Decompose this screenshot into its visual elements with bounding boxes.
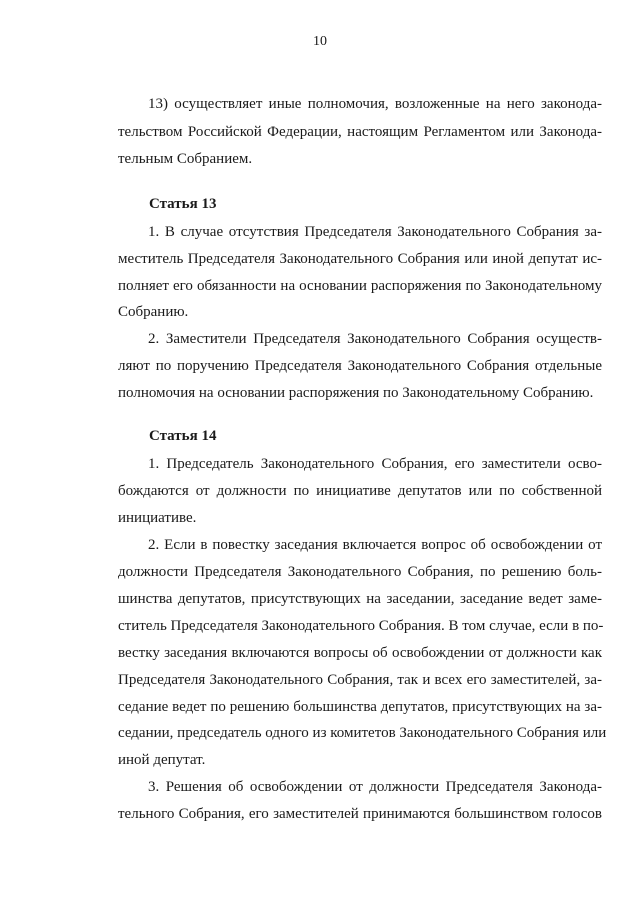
paragraph-line: тельством Российской Федерации, настоящим Регламентом или Законода- — [118, 124, 602, 140]
paragraph-line: 1. В случае отсутствия Председателя Законодательного Собрания за- — [148, 224, 602, 240]
paragraph-line: ляют по поручению Председателя Законодательного Собрания отдельные — [118, 358, 602, 374]
paragraph-line: 13) осуществляет иные полномочия, возложенные на него законода- — [148, 96, 602, 112]
paragraph-line: тельного Собрания, его заместителей принимаются большинством голосов — [118, 806, 602, 822]
paragraph-line: 2. Заместители Председателя Законодательного Собрания осуществ- — [148, 331, 602, 347]
paragraph-line: седании, председатель одного из комитетов Законодательного Собрания или — [118, 725, 607, 741]
paragraph-line: полномочия на основании распоряжения по Законодательному Собранию. — [118, 385, 594, 401]
paragraph-line: Собранию. — [118, 304, 189, 320]
article-heading: Статья 13 — [149, 196, 217, 212]
paragraph-line: бождаются от должности по инициативе депутатов или по собственной — [118, 483, 602, 499]
paragraph-line: ститель Председателя Законодательного Собрания. В том случае, если в по- — [118, 618, 604, 634]
paragraph-line: 1. Председатель Законодательного Собрания, его заместители осво- — [148, 456, 602, 472]
paragraph-line: Председателя Законодательного Собрания, так и всех его заместителей, за- — [118, 672, 602, 688]
page-number: 10 — [313, 34, 327, 49]
paragraph-line: шинства депутатов, присутствующих на заседании, заседание ведет заме- — [118, 591, 602, 607]
article-heading: Статья 14 — [149, 428, 217, 444]
paragraph-line: тельным Собранием. — [118, 151, 253, 167]
paragraph-line: меститель Председателя Законодательного Собрания или иной депутат ис- — [118, 251, 602, 267]
paragraph-line: 2. Если в повестку заседания включается вопрос об освобождении от — [148, 537, 602, 553]
paragraph-line: инициативе. — [118, 510, 197, 526]
paragraph-line: полняет его обязанности на основании распоряжения по Законодательному — [118, 278, 602, 294]
paragraph-line: должности Председателя Законодательного Собрания, по решению боль- — [118, 564, 602, 580]
paragraph-line: 3. Решения об освобождении от должности Председателя Законода- — [148, 779, 602, 795]
paragraph-line: вестку заседания включаются вопросы об освобождении от должности как — [118, 645, 602, 661]
paragraph-line: иной депутат. — [118, 752, 206, 768]
paragraph-line: седание ведет по решению большинства депутатов, присутствующих на за- — [118, 699, 602, 715]
